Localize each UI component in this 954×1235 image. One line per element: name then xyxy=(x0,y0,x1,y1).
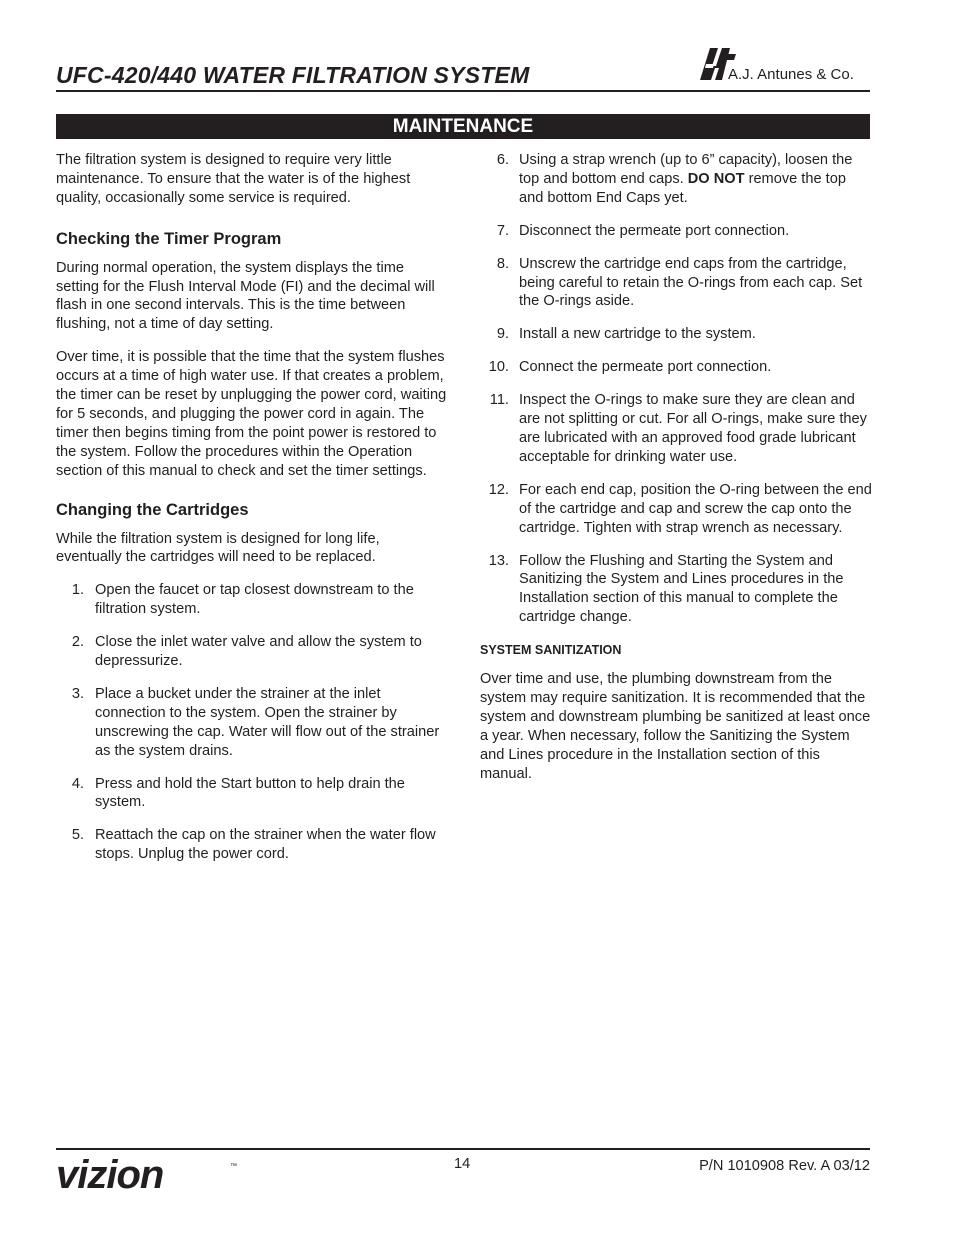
step-text: Inspect the O-rings to make sure they are clean and are not splitting or cut. For all O-rings, make sure they are lubricated with an approved food grade lubricant acceptable for drinking water use. xyxy=(519,392,867,465)
step-text: Press and hold the Start button to help drain the system. xyxy=(95,775,405,811)
list-item xyxy=(56,581,448,619)
footer-rule xyxy=(56,1148,870,1150)
sanitization-paragraph: Over time and use, the plumbing downstream from the system may require sanitization. It is recommended that the system and downstream plumbing be sanitized at least once a year. When necessary, follow the Sanitizing the System and Lines procedure in the Installation section of this manual. xyxy=(480,671,871,782)
step-number: 1. xyxy=(71,582,84,599)
step-number: 13. xyxy=(488,552,509,569)
step-number: 6. xyxy=(496,152,509,168)
step-text: Disconnect the permeate port connection. xyxy=(519,222,790,239)
warning-emphasis: DO NOT xyxy=(687,170,745,187)
step-number: 3. xyxy=(71,685,84,702)
timer-paragraph-2: Over time, it is possible that the time that the system flushes occurs at a time of high water use. If that creates a problem, the timer can be reset by unplugging the power cord, waiting for 5 seconds, and plugging the power cord in again. The timer then begins timing from the point power is restored to the system. Follow the procedures within the Operation section of this manual to check and set the timer settings. xyxy=(56,349,447,479)
right-column xyxy=(480,151,872,797)
list-item xyxy=(480,481,872,538)
list-item xyxy=(56,775,448,813)
company-name: A.J. Antunes & Co. xyxy=(728,66,854,83)
step-text: Using a strap wrench (up to 6” capacity), loosen the top and bottom end caps. xyxy=(519,152,853,187)
step-text: For each end cap, position the O-ring between the end of the cartridge and cap and screw the cap onto the cartridge. Tighten with strap wrench as necessary. xyxy=(519,481,872,536)
cartridges-heading: Changing the Cartridges xyxy=(56,500,249,519)
list-item xyxy=(56,633,448,671)
step-text: Open the faucet or tap closest downstream to the filtration system. xyxy=(95,582,414,618)
list-item xyxy=(480,358,872,377)
section-title-bar xyxy=(56,114,870,139)
step-text: Place a bucket under the strainer at the inlet connection to the system. Open the strainer by unscrewing the cap. Water will flow out of the strainer as the system drains. xyxy=(95,685,440,759)
step-number: 2. xyxy=(71,634,84,651)
document-title: UFC-420/440 WATER FILTRATION SYSTEM xyxy=(56,62,530,88)
vizion-logo xyxy=(56,1158,242,1199)
header-rule xyxy=(56,90,870,92)
step-text: Close the inlet water valve and allow the system to depressurize. xyxy=(95,634,422,670)
step-number: 7. xyxy=(496,222,509,239)
timer-paragraph-1: During normal operation, the system displays the time setting for the Flush Interval Mode (FI) and the decimal will flash in one second intervals. This is the time between flushing, not a time of day setting. xyxy=(56,259,435,333)
step-text: Follow the Flushing and Starting the System and Sanitizing the System and Lines procedures in the Installation section of this manual to complete the cartridge change. xyxy=(519,552,844,626)
intro-paragraph: The filtration system is designed to require very little maintenance. To ensure that the water is of the highest quality, occasionally some service is required. xyxy=(56,152,411,206)
step-text-continued: remove the top and bottom End Caps yet. xyxy=(519,170,846,206)
list-item xyxy=(480,552,872,628)
step-number: 8. xyxy=(496,255,509,272)
list-item xyxy=(480,325,872,344)
list-item xyxy=(56,685,448,761)
page-number: 14 xyxy=(454,1156,471,1172)
list-item xyxy=(480,255,872,312)
sanitization-heading: SYSTEM SANITIZATION xyxy=(480,643,622,658)
logo-wordmark: vizion xyxy=(56,1158,164,1194)
list-item xyxy=(56,826,448,864)
cartridge-steps-list-continued xyxy=(480,151,872,627)
section-title: MAINTENANCE xyxy=(392,116,534,137)
cartridge-steps-list xyxy=(56,581,448,864)
step-number: 4. xyxy=(71,775,84,792)
list-item xyxy=(480,222,872,241)
company-brand xyxy=(698,44,870,92)
step-text: Unscrew the cartridge end caps from the cartridge, being careful to retain the O-rings from each cap. Set the O-rings aside. xyxy=(519,255,863,310)
step-number: 5. xyxy=(71,827,84,844)
left-column xyxy=(56,151,448,878)
timer-heading: Checking the Timer Program xyxy=(56,229,282,248)
list-item xyxy=(480,391,872,467)
step-number: 9. xyxy=(496,326,509,343)
cartridges-intro: While the filtration system is designed for long life, eventually the cartridges will need to be replaced. xyxy=(56,530,380,566)
step-text: Connect the permeate port connection. xyxy=(519,359,772,376)
step-text: Install a new cartridge to the system. xyxy=(519,326,756,343)
step-number: 12. xyxy=(488,481,509,498)
part-number: P/N 1010908 Rev. A 03/12 xyxy=(699,1158,870,1174)
step-number: 11. xyxy=(489,392,509,409)
step-text: Reattach the cap on the strainer when the water flow stops. Unplug the power cord. xyxy=(95,827,436,863)
trademark-symbol: ™ xyxy=(230,1163,237,1170)
list-item xyxy=(480,151,872,208)
step-number: 10. xyxy=(488,359,509,376)
